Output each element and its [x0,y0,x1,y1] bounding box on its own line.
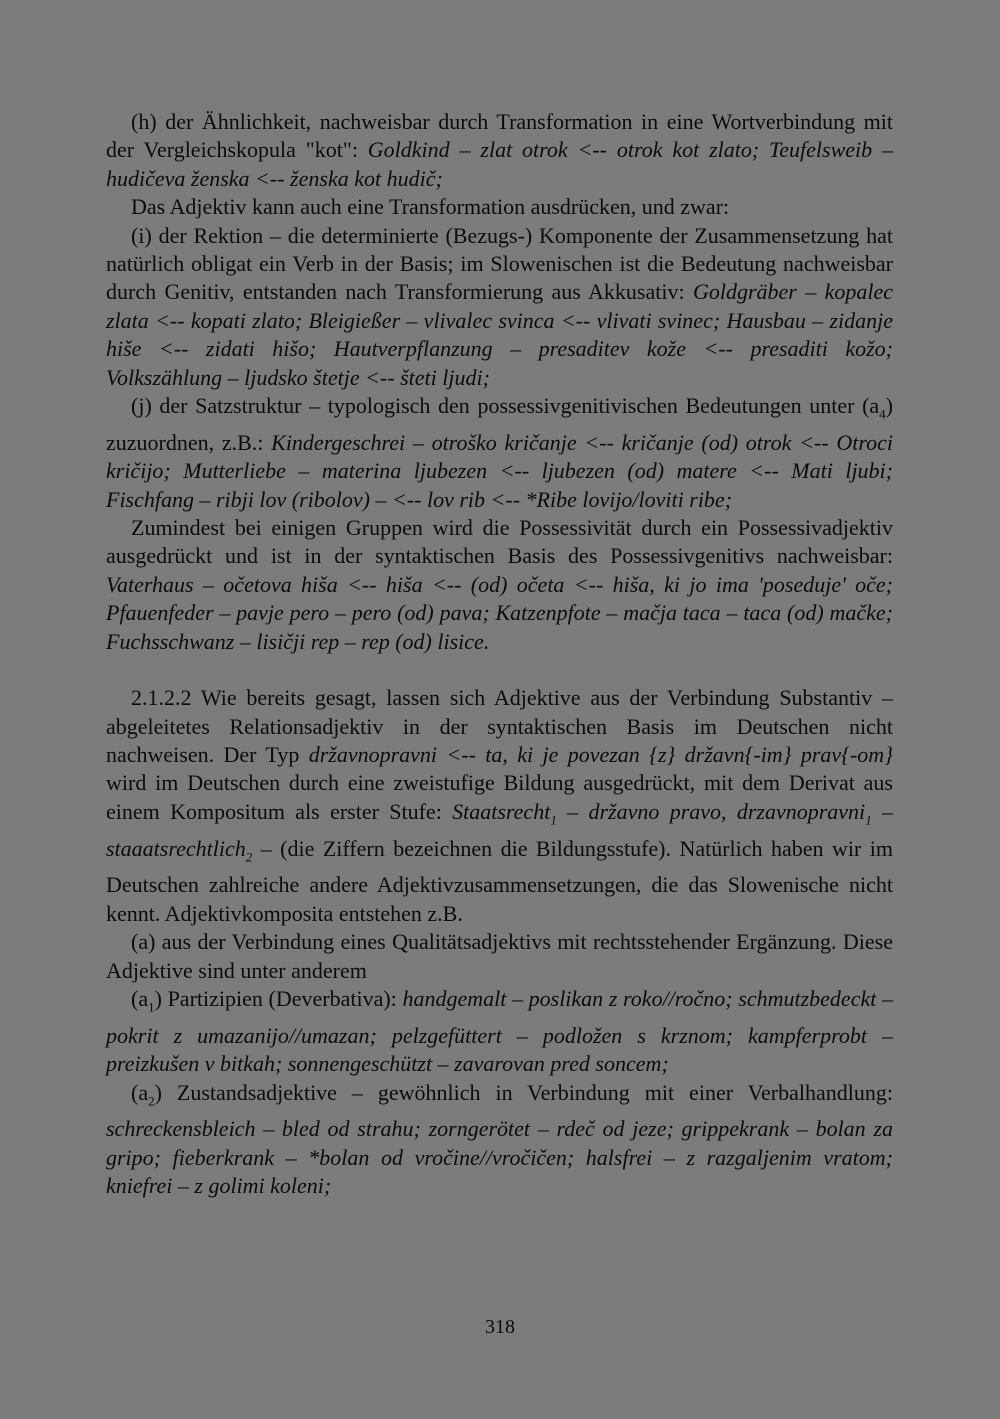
paragraph-possessive: Zumindest bei einigen Gruppen wird die Possessivität durch ein Possessivadjektiv ausgedrückt und ist in der syntaktischen Basis des Possessivgenitivs nachweisbar: Vaterhaus – očetova hiša <-- hiša <-- (od) očeta <-- hiša, ki jo ima 'poseduje' oče; Pfauenfeder – pavje pero – pero (od) pava; Katzenpfote – mačja taca – taca (od) mačke; Fuchsschwanz – lisičji rep – rep (od) lisice. [106,515,893,654]
paragraph-a2: $(a_2)$ Zustandsadjektive – gewöhnlich in Verbindung mit einer Verbalhandlung: schreckensbleich – bled od strahu; zorngerötet – rdeč od jeze; grippekrank – bolan za gripo; fieberkrank – *bolan od vročine//vročičen; halsfrei – z razgaljenim vratom; kniefrei – z golimi koleni; [106,1079,893,1199]
paragraph-a: (a) aus der Verbindung eines Qualitätsadjektivs mit rechtsstehender Ergänzung. Diese Adjektive sind unter anderem [106,929,893,983]
paragraph-section-2-1-2-2: 2.1.2.2 Wie bereits gesagt, lassen sich Adjektive aus der Verbindung Substantiv – abgeleitetes Relationsadjektiv in der syntaktischen Basis im Deutschen nicht nachweisen. Der Typ državnopravni <-- ta, ki je povezan {z} državn{-im} prav{-om} wird im Deutschen durch eine zweistufige Bildung ausgedrückt, mit dem Derivat aus einem Kompositum als erster Stufe: Staatsrecht$_1$ – državno pravo, drzavnopravni$_1$ – staaatsrechtlich$_2$ – (die Ziffern bezeichnen die Bildungsstufe). Natürlich haben wir im Deutschen zahlreiche andere Adjektivzusammensetzungen, die das Slowenische nicht kennt. Adjektivkomposita entstehen z.B. [106,685,894,926]
page-number: 318 [485,1316,515,1338]
paragraph-i: (i) der Rektion – die determinierte (Bezugs-) Komponente der Zusammensetzung hat natürlich obligat ein Verb in der Basis; im Slowenischen ist die Bedeutung nachweisbar durch Genitiv, entstanden nach Transformierung aus Akkusativ: Goldgräber – kopalec zlata <-- kopati zlato; Bleigießer – vlivalec svinca <-- vlivati svinec; Hausbau – zidanje hiše <-- zidati hišo; Hautverpflanzung – presaditev kože <-- presaditi kožo; Volkszählung – ljudsko štetje <-- šteti ljudi; [106,222,894,390]
body-text [106,108,893,1201]
paragraph-h: (h) der Ähnlichkeit, nachweisbar durch Transformation in eine Wortverbindung mit der Vergleichskopula "kot": Goldkind – zlat otrok <-- otrok kot zlato; Teufelsweib – hudičeva ženska <-- ženska kot hudič; [106,109,893,191]
paragraph-j: (j) der Satzstruktur – typologisch den possessivgenitivischen Bedeutungen unter $(a_4)$ zuzuordnen, z.B.: Kindergeschrei – otroško kričanje <-- kričanje (od) otrok <-- Otroci kričijo; Mutterliebe – materina ljubezen <-- ljubezen (od) matere <-- Mati ljubi; Fischfang – ribji lov (ribolov) – <-- lov rib <-- *Ribe lovijo/loviti ribe; [106,393,893,512]
paragraph-transformation-intro: Das Adjektiv kann auch eine Transformation ausdrücken, und zwar: [131,194,730,220]
paragraph-a1: $(a_1)$ Partizipien (Deverbativa): handgemalt – poslikan z roko//ročno; schmutzbedeckt – pokrit z umazanijo//umazan; pelzgefüttert – podložen s krznom; kampferprobt – preizkušen v bitkah; sonnengeschützt – zavarovan pred soncem; [106,985,893,1077]
section-gap [106,656,893,684]
